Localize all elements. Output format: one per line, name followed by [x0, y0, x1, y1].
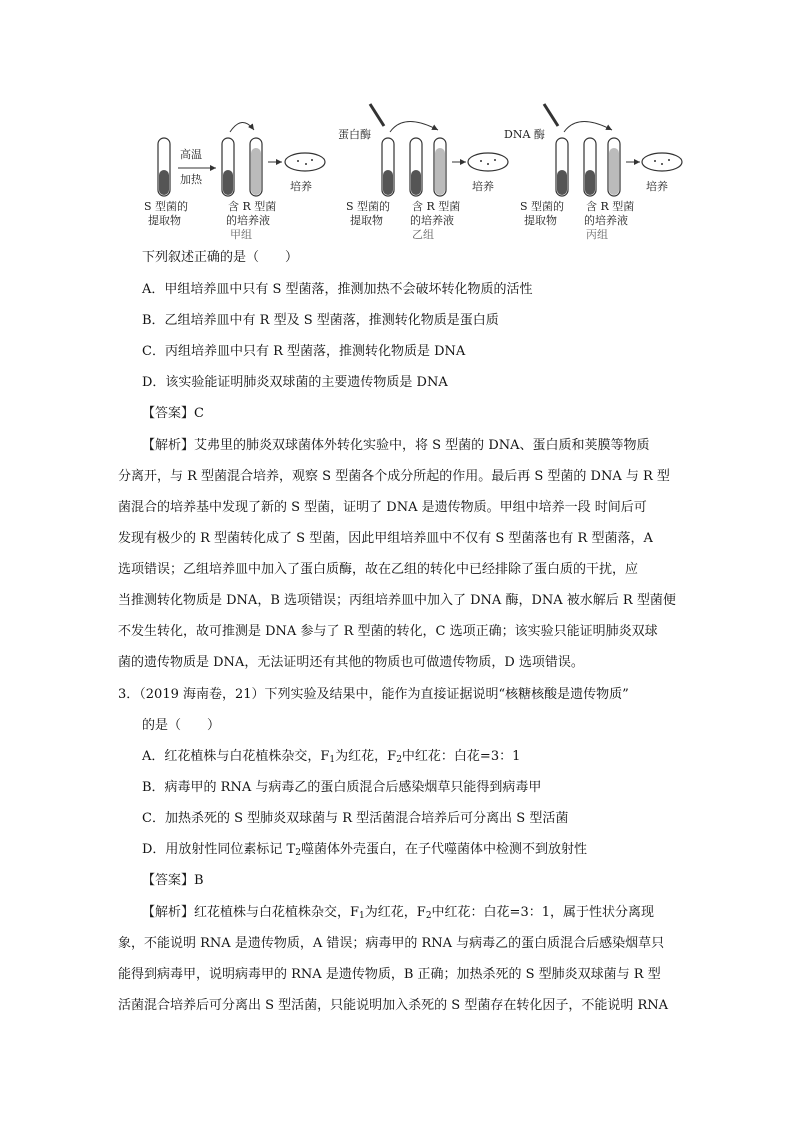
experiment-diagram: [130, 100, 690, 240]
heat-label-2: 加热: [180, 173, 202, 186]
option-text: D．用放射性同位素标记 T: [142, 842, 296, 857]
q3-answer: [142, 873, 204, 889]
tube1-label-1: S 型菌的: [520, 200, 565, 213]
q3-stem-line-2: 的是（ ）: [142, 718, 221, 733]
transfer-arrow: [564, 121, 612, 132]
q2-stem: 下列叙述正确的是（ ）: [142, 250, 299, 265]
analysis-tag: 【解析】: [142, 905, 195, 920]
group-jia: [144, 122, 325, 240]
q3-option-a: [142, 749, 520, 765]
tube1-label-2: 提取物: [148, 214, 181, 227]
option-text: 为红花，F: [335, 749, 397, 764]
group-name: 乙组: [412, 228, 434, 240]
q2-analysis-line-3: 菌混合的培养基中发现了新的 S 型菌，证明了 DNA 是遗传物质。甲组中培养一段 时间后可: [118, 500, 647, 515]
q3-option-d: [142, 842, 587, 858]
tube1-label-1: S 型菌的: [144, 200, 189, 213]
tube1-label-2: 提取物: [524, 214, 557, 227]
transfer-arrow: [230, 122, 254, 132]
experiment-figure: [130, 100, 690, 240]
culture-label: 培养: [290, 180, 312, 193]
q2-option-d: D．该实验能证明肺炎双球菌的主要遗传物质是 DNA: [142, 375, 448, 390]
q2-analysis-line-4: 发现有极少的 R 型菌转化成了 S 型菌，因此甲组培养皿中不仅有 S 型菌落也有 R 型菌落，A: [118, 531, 653, 546]
tube1-label-1: S 型菌的: [346, 200, 391, 213]
analysis-text: 红花植株与白花植株杂交，F: [194, 905, 360, 920]
tube2-label-2: 的培养液: [226, 214, 270, 227]
q2-analysis-line-7: 不发生转化，故可推测是 DNA 参与了 R 型菌的转化，C 选项正确；该实验只能证明肺炎双球: [118, 624, 658, 639]
tube1-label-2: 提取物: [350, 214, 383, 227]
q3-analysis-line-4: 活菌混合培养后可分离出 S 型活菌，只能说明加入杀死的 S 型菌存在转化因子，不能说明 RNA: [118, 998, 669, 1013]
group-bing: [504, 104, 682, 240]
subscript: 2: [295, 848, 301, 858]
tube2-label-1: 含 R 型菌: [228, 200, 277, 213]
q2-option-b: B．乙组培养皿中有 R 型及 S 型菌落，推测转化物质是蛋白质: [142, 313, 499, 328]
petri-dish: [642, 153, 682, 171]
option-text: 噬菌体外壳蛋白，在子代噬菌体中检测不到放射性: [300, 842, 587, 857]
petri-dish: [468, 153, 508, 171]
answer-value: C: [194, 406, 204, 421]
q2-analysis-line-2: 分离开，与 R 型菌混合培养，观察 S 型菌各个成分所起的作用。最后再 S 型菌的 DNA 与 R 型: [118, 469, 670, 484]
option-text: 中红花：白花=3：1: [401, 749, 521, 764]
subscript: 1: [329, 755, 336, 765]
q3-stem-line-1: 3．（2019 海南卷，21）下列实验及结果中，能作为直接证据说明“核糖核酸是遗传物质”: [118, 687, 629, 702]
q3-analysis-line-2: 象，不能说明 RNA 是遗传物质，A 错误；病毒甲的 RNA 与病毒乙的蛋白质混合后感染烟草只: [118, 936, 665, 951]
q3-analysis-line-1: [142, 905, 654, 921]
group-yi: [338, 104, 508, 240]
analysis-text: 艾弗里的肺炎双球菌体外转化实验中，将 S 型菌的 DNA、蛋白质和荚膜等物质: [194, 438, 650, 453]
analysis-tag: 【解析】: [142, 438, 195, 453]
enzyme-label: DNA 酶: [504, 128, 545, 141]
tube2-label-1: 含 R 型菌: [586, 200, 635, 213]
tube2-label-1: 含 R 型菌: [412, 200, 461, 213]
group-name: 甲组: [230, 228, 252, 240]
dropper: [544, 104, 558, 126]
tube2-label-2: 的培养液: [410, 214, 454, 227]
culture-label: 培养: [472, 180, 494, 193]
group-name: 丙组: [586, 228, 608, 240]
q2-analysis-line-5: 选项错误；乙组培养皿中加入了蛋白质酶，故在乙组的转化中已经排除了蛋白质的干扰，应: [118, 562, 639, 577]
subscript: 1: [359, 911, 365, 921]
q2-option-c: C．丙组培养皿中只有 R 型菌落，推测转化物质是 DNA: [142, 344, 466, 359]
q3-analysis-line-3: 能得到病毒甲，说明病毒甲的 RNA 是遗传物质，B 正确；加热杀死的 S 型肺炎双球菌与 R 型: [118, 967, 661, 982]
q2-analysis-line-6: 当推测转化物质是 DNA，B 选项错误；丙组培养皿中加入了 DNA 酶，DNA 被水解后 R 型菌便: [118, 593, 676, 608]
q2-option-a: A．甲组培养皿中只有 S 型菌落，推测加热不会破坏转化物质的活性: [142, 282, 533, 297]
subscript: 2: [396, 755, 402, 765]
analysis-text: 中红花：白花=3：1，属于性状分离现: [431, 905, 654, 920]
petri-dish: [285, 153, 325, 171]
tube2-label-2: 的培养液: [584, 214, 628, 227]
q2-answer: [142, 406, 204, 422]
transfer-arrow: [390, 121, 438, 132]
q2-analysis-line-8: 菌的遗传物质是 DNA，无法证明还有其他的物质也可做遗传物质，D 选项错误。: [118, 655, 584, 670]
subscript: 2: [425, 911, 432, 921]
answer-tag: 【答案】: [142, 406, 195, 421]
q3-option-c: C．加热杀死的 S 型肺炎双球菌与 R 型活菌混合培养后可分离出 S 型活菌: [142, 811, 569, 826]
culture-label: 培养: [646, 180, 668, 193]
q2-analysis-line-1: [142, 438, 650, 454]
option-text: A．红花植株与白花植株杂交，F: [142, 749, 330, 764]
answer-tag: 【答案】: [142, 873, 195, 888]
heat-label-1: 高温: [180, 148, 202, 161]
analysis-text: 为红花，F: [364, 905, 426, 920]
q3-option-b: B．病毒甲的 RNA 与病毒乙的蛋白质混合后感染烟草只能得到病毒甲: [142, 780, 542, 795]
enzyme-label: 蛋白酶: [338, 128, 371, 141]
dropper: [370, 104, 384, 126]
answer-value: B: [194, 873, 204, 888]
